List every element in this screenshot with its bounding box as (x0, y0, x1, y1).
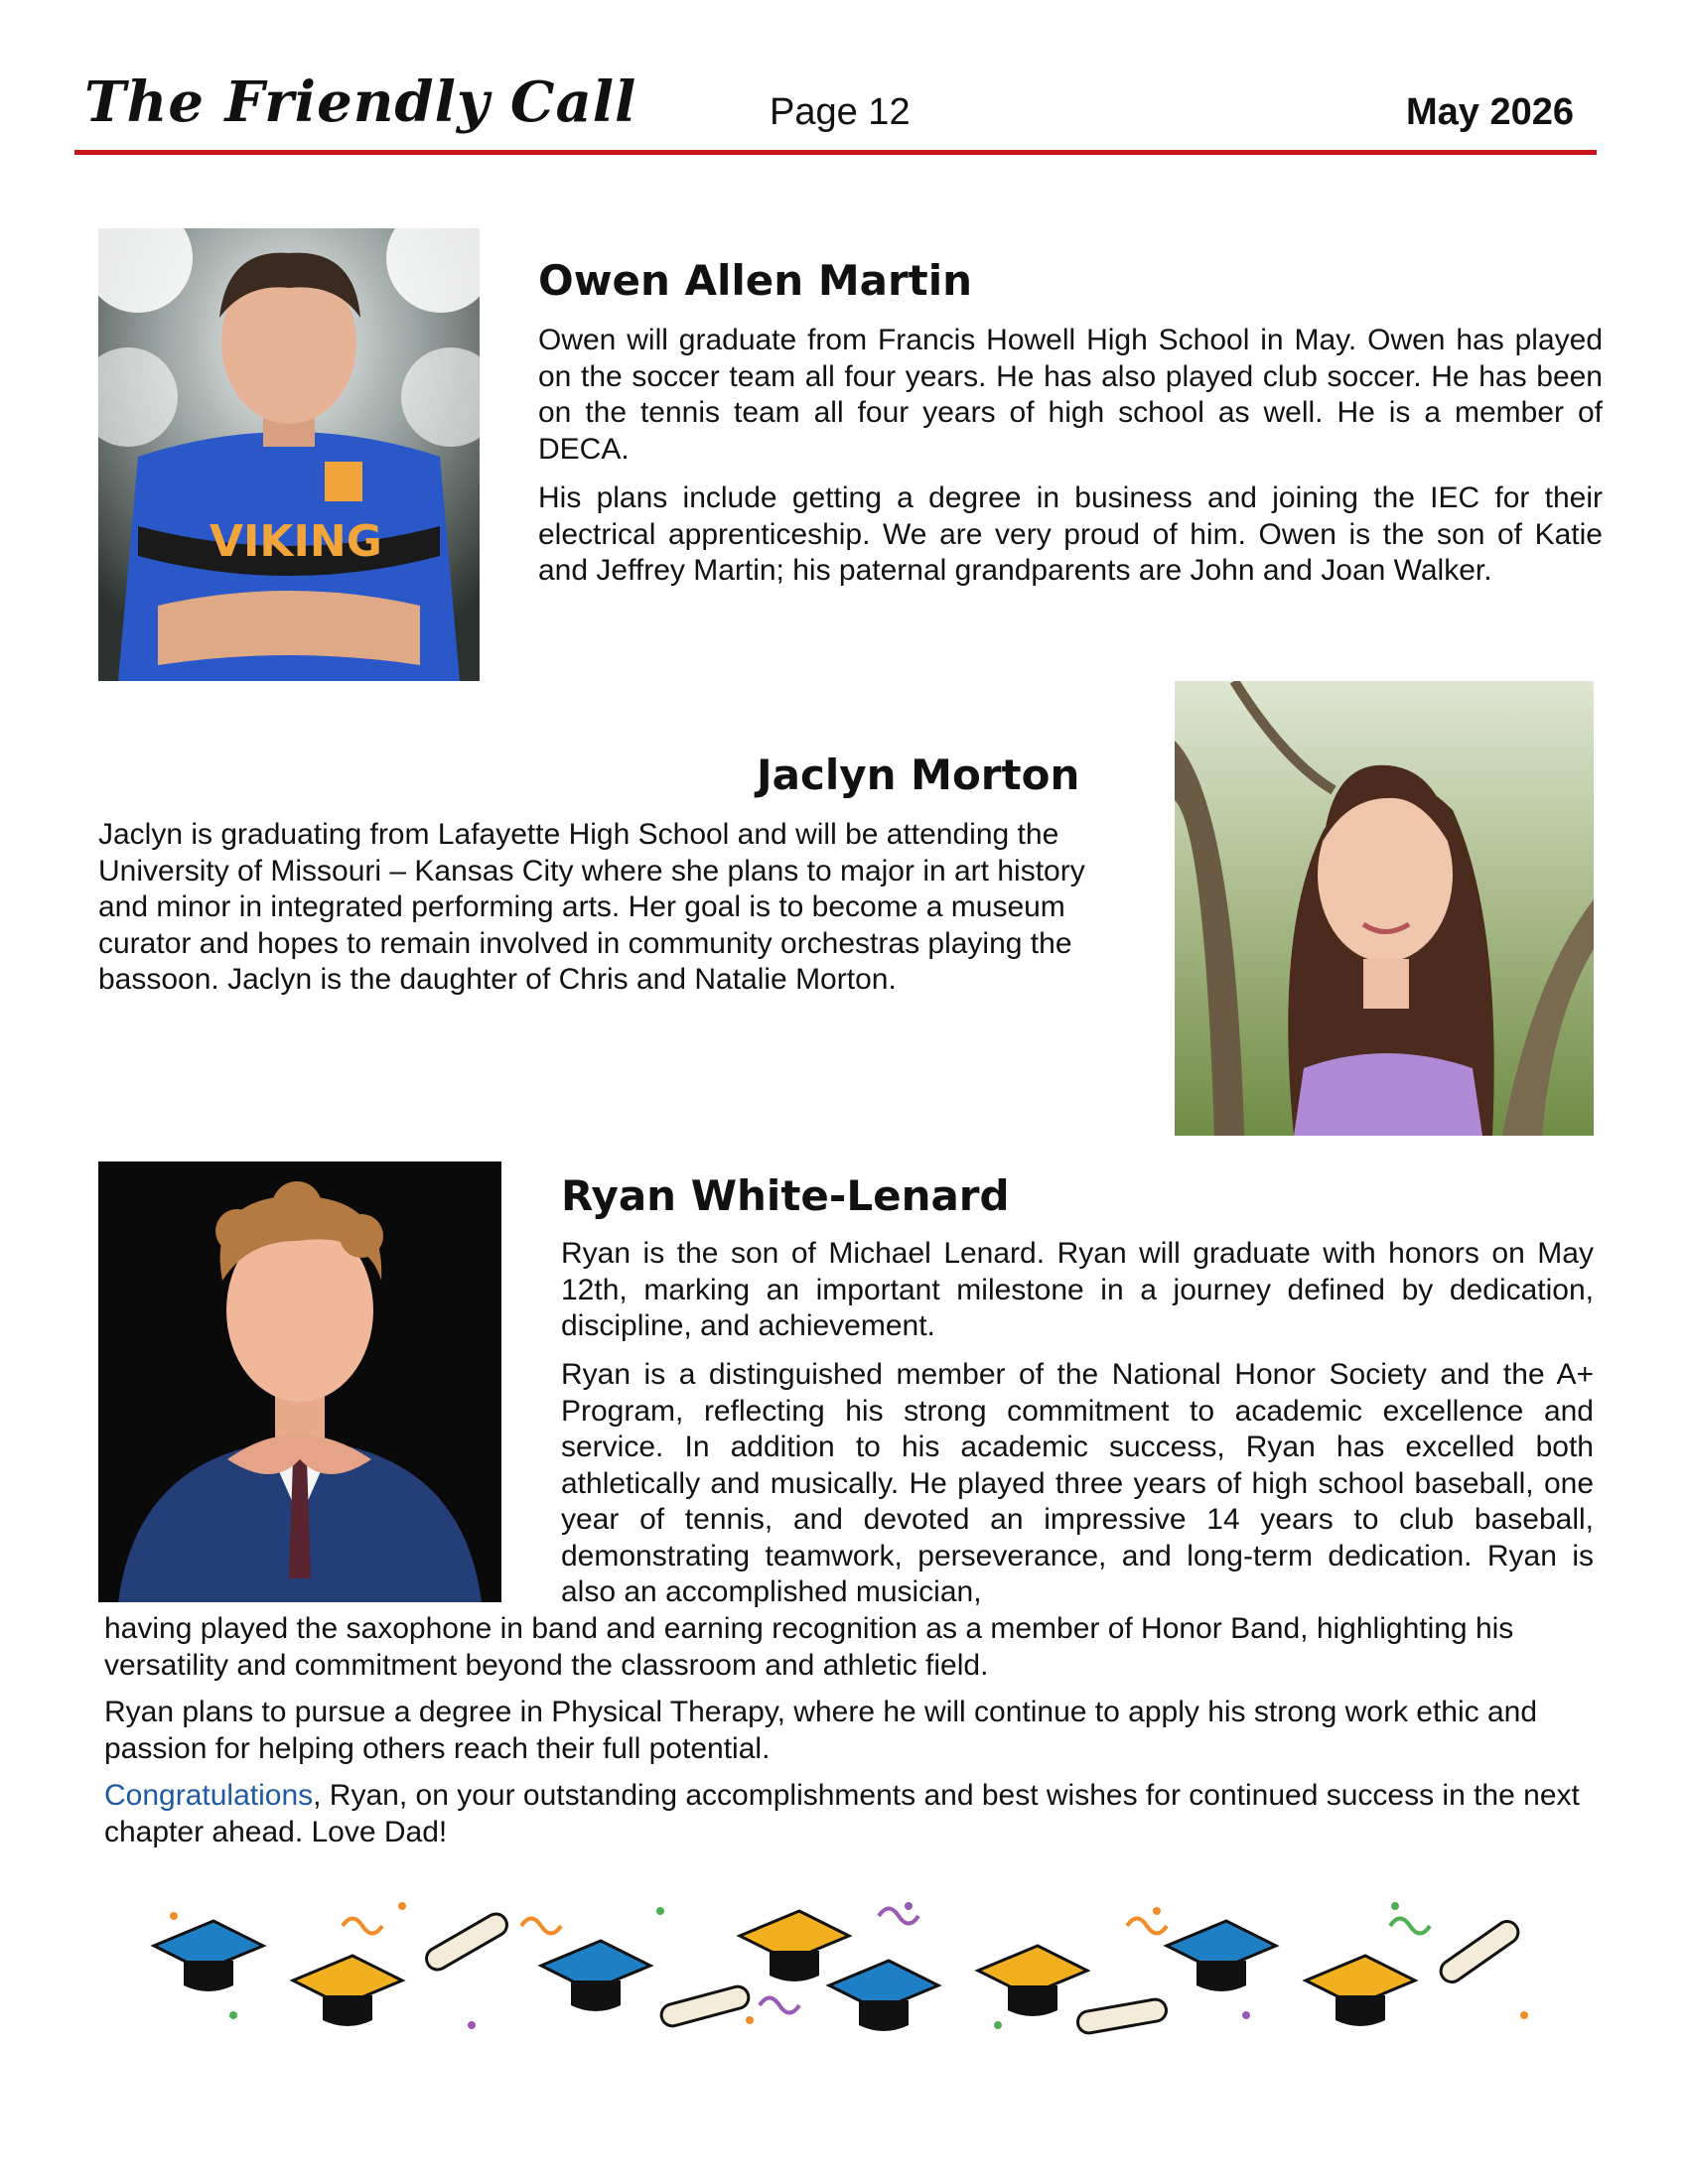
ryan-bio-paragraph-2-continued: having played the saxophone in band and earning recognition as a member of Honor Band, highlighting his versatility and commitment beyond the classroom and athletic field. (104, 1612, 1514, 1682)
graduation-cap-icon (829, 1961, 938, 2031)
graduation-cap-icon (541, 1941, 650, 2011)
jaclyn-name-heading: Jaclyn Morton (757, 751, 1080, 799)
ryan-name-heading: Ryan White-Lenard (561, 1171, 1010, 1220)
ryan-bio-paragraph-1: Ryan is the son of Michael Lenard. Ryan will graduate with honors on May 12th, marking an important milestone in a journey defined by dedication, discipline, and achievement. (561, 1237, 1594, 1342)
ryan-closing-paragraph (104, 1778, 1604, 1850)
ryan-bio-paragraph-3: Ryan plans to pursue a degree in Physical Therapy, where he will continue to apply his strong work ethic and passion for helping others reach their full potential. (104, 1696, 1538, 1765)
diploma-scroll-icon (423, 1910, 511, 1974)
graduation-cap-icon (1306, 1956, 1415, 2026)
owen-bio-paragraph-2: His plans include getting a degree in business and joining the IEC for their electrical apprenticeship. We are very proud of him. Owen is the son of Katie and Jeffrey Martin; his paternal grandparents are John and Joan Walker. (538, 481, 1603, 587)
graduation-border (144, 1886, 1554, 2035)
congratulations-highlight: Congratulations (104, 1779, 314, 1812)
issue-date: May 2026 (1405, 91, 1574, 133)
graduation-cap-icon (1167, 1921, 1276, 1991)
graduation-cap-icon (978, 1946, 1087, 2016)
owen-photo (98, 228, 480, 681)
closing-message: , Ryan, on your outstanding accomplishments and best wishes for continued success in the next chapter ahead. Love Dad! (104, 1779, 1580, 1848)
owen-bio-paragraph-1: Owen will graduate from Francis Howell High School in May. Owen has played on the soccer team all four years. He has also played club soccer. He has been on the tennis team all four years of high school as well. He is a member of DECA. (538, 324, 1603, 466)
diploma-scroll-icon (1076, 1997, 1168, 2034)
masthead (74, 69, 1594, 159)
diploma-scroll-icon (659, 1984, 752, 2029)
jaclyn-bio-paragraph: Jaclyn is graduating from Lafayette High School and will be attending the University of Missouri – Kansas City where she plans to major in art history and minor in integrated performing arts. Her goal is to become a museum curator and hopes to remain involved in community orchestras playing the bassoon. Jaclyn is the daughter of Chris and Natalie Morton. (98, 818, 1085, 996)
masthead-divider (74, 150, 1597, 155)
owen-name-heading: Owen Allen Martin (538, 256, 973, 305)
jaclyn-photo (1175, 681, 1594, 1136)
graduation-cap-icon (740, 1911, 849, 1981)
page-number: Page 12 (770, 91, 911, 133)
newsletter-title: The Friendly Call (84, 69, 637, 135)
diploma-scroll-icon (1437, 1917, 1522, 1986)
shirt-lettering: VIKING (210, 516, 382, 567)
ryan-photo (98, 1161, 501, 1602)
ryan-bio-paragraph-2: Ryan is a distinguished member of the National Honor Society and the A+ Program, reflecting his strong commitment to academic excellence and service. In addition to his academic success, Ryan has excelled both athletically and musically. He played three years of high school baseball, one year of tennis, and devoted an impressive 14 years to club baseball, demonstrating teamwork, perseverance, and long-term dedication. Ryan is also an accomplished musician, (561, 1358, 1594, 1608)
graduation-cap-icon (293, 1956, 402, 2026)
graduation-cap-icon (154, 1921, 263, 1991)
